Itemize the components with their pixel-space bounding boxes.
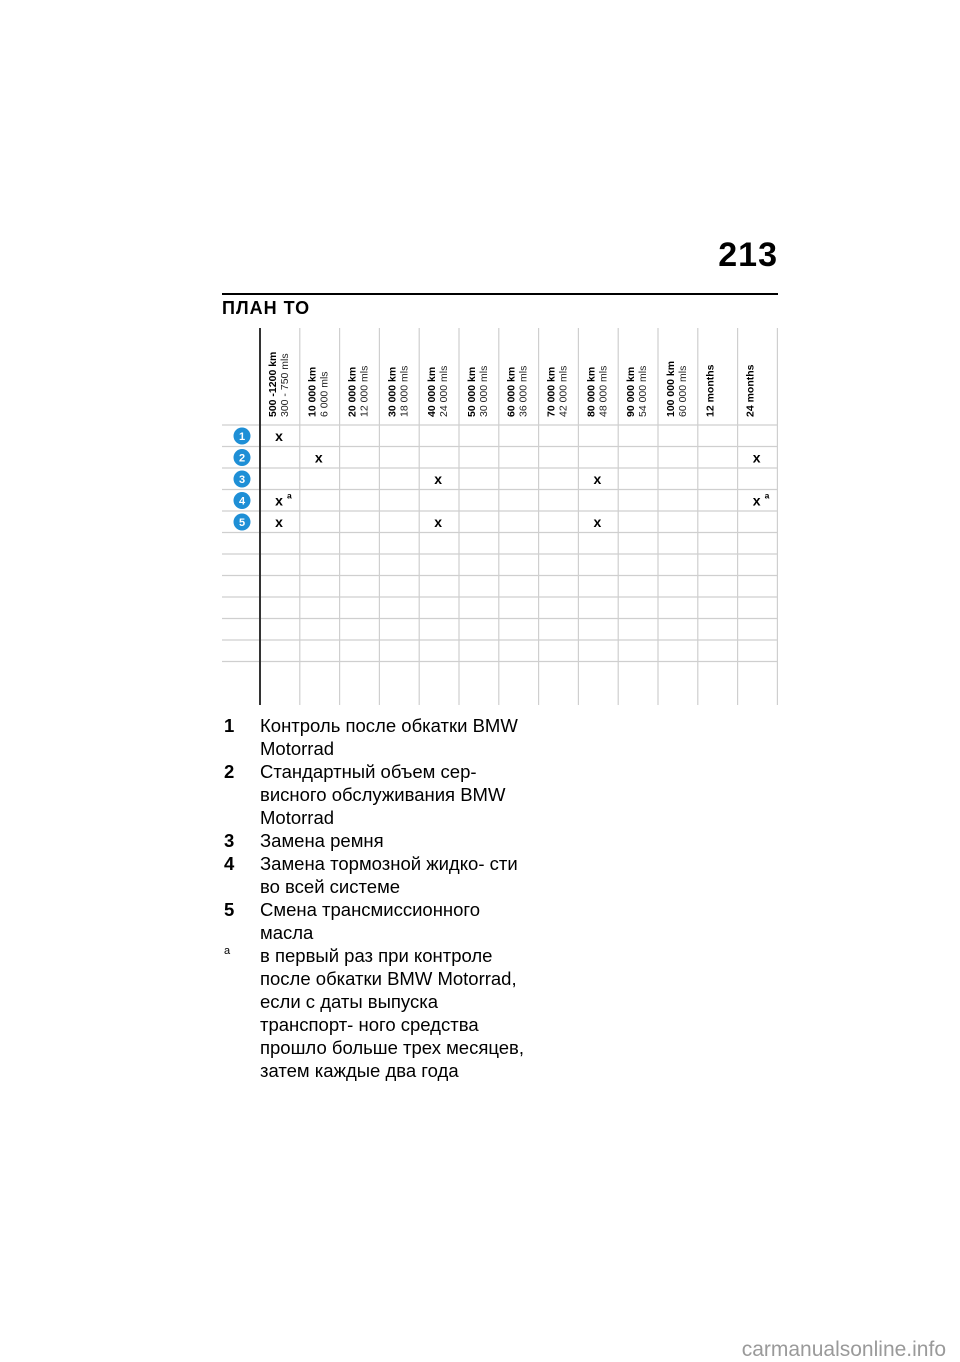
- column-header-mls: 12 000 mls: [358, 365, 371, 417]
- row-number-badge-label: 4: [238, 495, 246, 508]
- service-mark-footnote: a: [764, 490, 770, 501]
- legend-number: 1: [224, 715, 235, 736]
- row-number-badge-label: 1: [238, 431, 246, 443]
- column-header-mls: 60 000 mls: [676, 365, 689, 417]
- legend-text: Замена тормозной жидко- сти во всей системе: [260, 853, 518, 897]
- service-mark: x: [752, 492, 761, 509]
- column-header-mls: 36 000 mls: [517, 365, 530, 417]
- column-header-mls: 48 000 mls: [597, 365, 610, 417]
- legend-text: Смена трансмиссионного масла: [260, 899, 481, 943]
- page-number: 213: [718, 236, 778, 274]
- row-number-badge-label: 2: [238, 452, 246, 465]
- column-header-mls: 6 000 mls: [318, 371, 331, 417]
- service-mark: x: [275, 514, 283, 530]
- legend-number: 3: [224, 830, 235, 851]
- legend-text: Замена ремня: [260, 830, 384, 851]
- legend-text: в первый раз при контроле после обкатки BMW Motorrad, если с даты выпуска транспорт- ного средства прошло больше трех месяцев, затем каждые два года: [260, 945, 525, 1081]
- legend-number: 2: [224, 761, 235, 782]
- legend-item: [224, 944, 524, 1082]
- legend-item: [224, 852, 524, 898]
- row-number-badge-label: 5: [238, 517, 246, 529]
- column-header-mls: 18 000 mls: [398, 365, 411, 417]
- column-header-mls: 24 000 mls: [438, 365, 451, 417]
- legend-item: [224, 760, 524, 829]
- service-mark: x: [314, 449, 323, 466]
- column-header-km: 30 000 km: [386, 366, 399, 417]
- column-header-km: 60 000 km: [505, 366, 518, 417]
- legend-text: Стандартный объем сер- висного обслуживания BMW Motorrad: [260, 761, 506, 828]
- column-header-km: 100 000 km: [664, 360, 677, 417]
- legend-item: [224, 898, 524, 944]
- service-mark: x: [275, 492, 283, 509]
- legend-item: [224, 714, 524, 760]
- column-header-km: 20 000 km: [346, 366, 359, 417]
- row-number-badge-label: 3: [238, 474, 246, 486]
- column-header-km: 80 000 km: [585, 366, 598, 417]
- column-header-mls: 30 000 mls: [477, 365, 490, 417]
- service-mark: x: [275, 428, 283, 444]
- legend-number: a: [224, 945, 231, 957]
- column-header-mls: 42 000 mls: [557, 365, 570, 417]
- legend-item: [224, 829, 524, 852]
- legend-list: [224, 714, 524, 1082]
- service-mark: x: [752, 449, 761, 466]
- column-header-km: 12 months: [704, 364, 717, 417]
- legend-number: 4: [224, 853, 235, 874]
- column-header-km: 24 months: [744, 364, 757, 417]
- column-header-mls: 54 000 mls: [637, 365, 650, 417]
- column-header-km: 10 000 km: [306, 366, 319, 417]
- service-mark: x: [593, 471, 602, 487]
- watermark: carmanualsonline.info: [741, 1338, 946, 1361]
- column-header-km: 70 000 km: [545, 366, 558, 417]
- page-title: ПЛАН ТО: [222, 298, 311, 318]
- column-header-km: 40 000 km: [426, 366, 439, 417]
- column-header-mls: 300 - 750 mls: [278, 353, 291, 417]
- service-mark: x: [434, 471, 443, 487]
- service-mark: x: [593, 514, 602, 530]
- legend-number: 5: [224, 899, 235, 920]
- service-mark-footnote: a: [287, 490, 292, 501]
- column-header-km: 500 -1200 km: [266, 351, 279, 417]
- column-header-km: 50 000 km: [465, 366, 478, 417]
- legend-text: Контроль после обкатки BMW Motorrad: [260, 715, 518, 759]
- column-header-km: 90 000 km: [625, 366, 638, 417]
- service-mark: x: [434, 514, 443, 530]
